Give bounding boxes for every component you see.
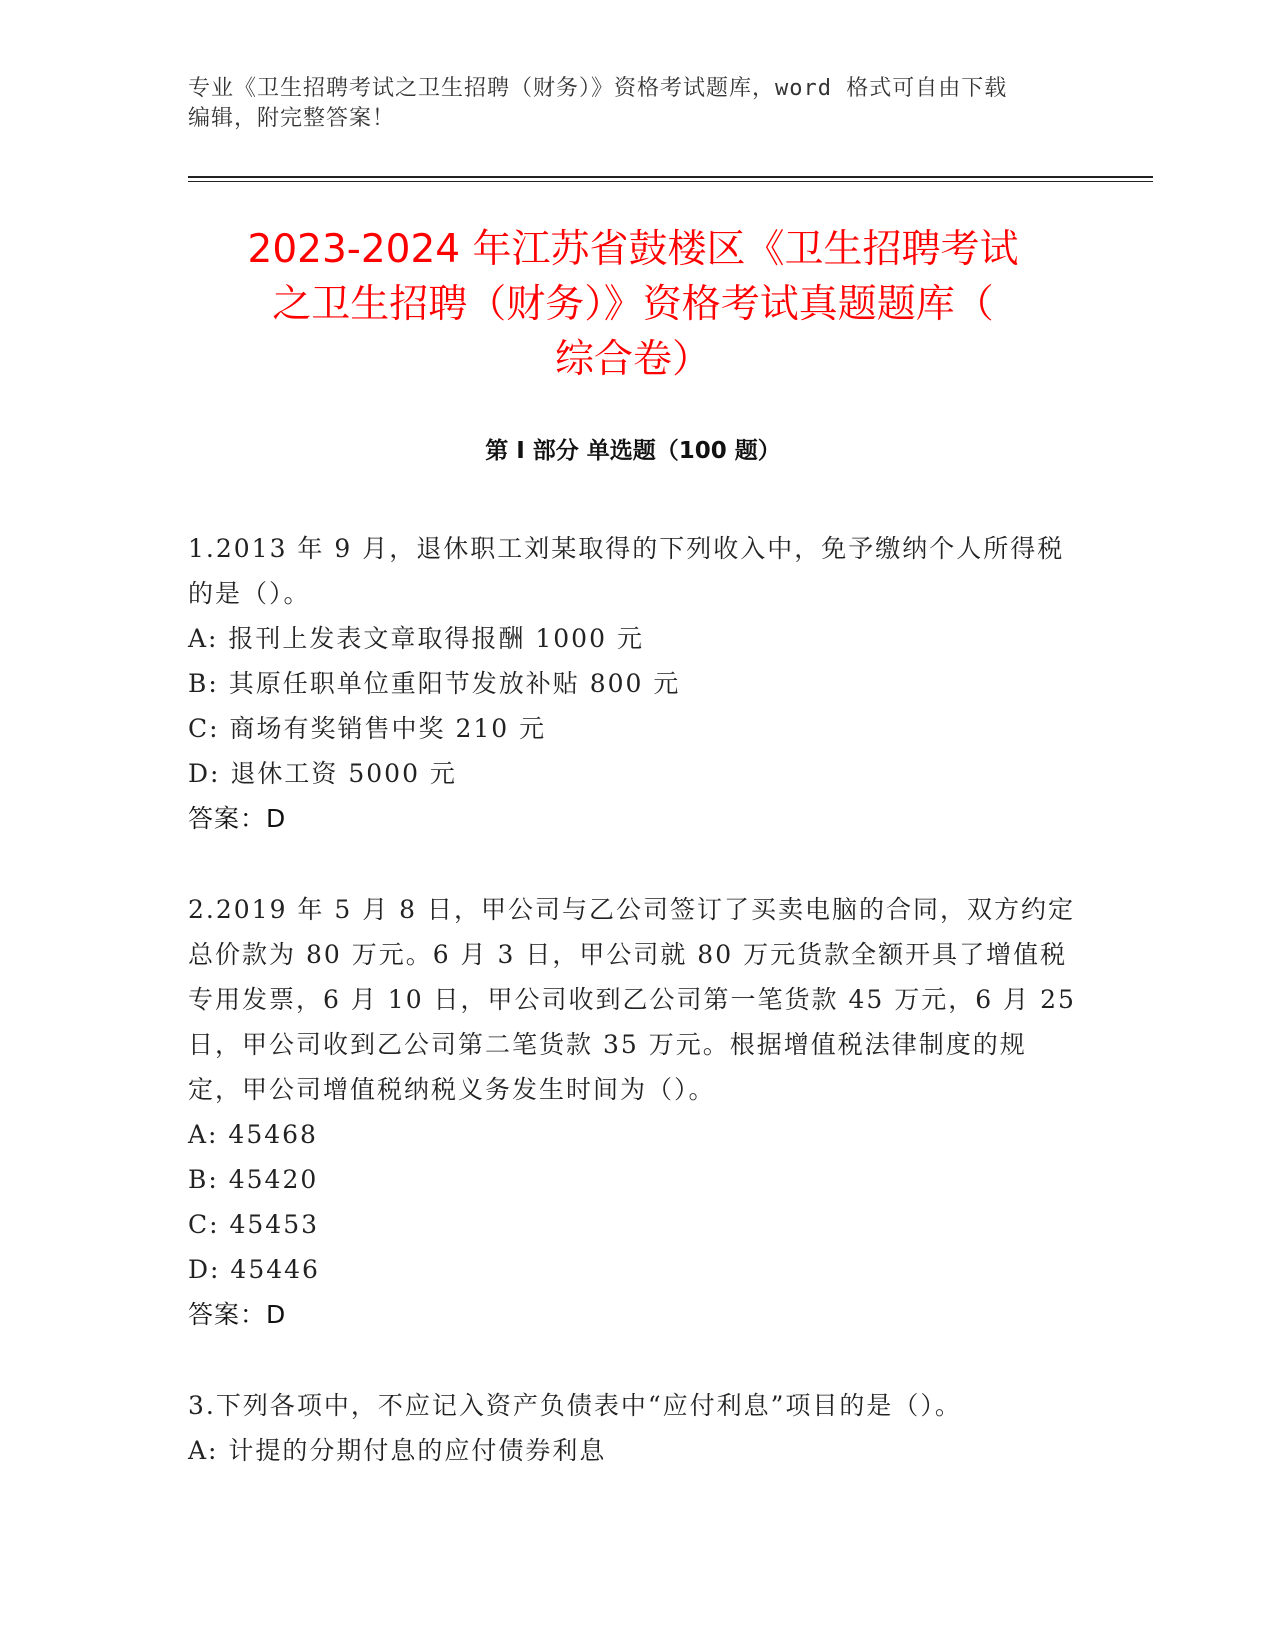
header-divider-thin: [188, 181, 1153, 182]
question-2: [188, 887, 1078, 1337]
document-title: [188, 222, 1078, 387]
question-stem: 1.2013 年 9 月，退休职工刘某取得的下列收入中，免予缴纳个人所得税的是（）。: [188, 534, 1065, 608]
option-a: A: 计提的分期付息的应付债券利息: [188, 1436, 607, 1465]
question-1: [188, 526, 1078, 841]
option-c: C: 45453: [188, 1210, 320, 1239]
section-heading: 第 I 部分 单选题（100 题）: [485, 438, 781, 464]
answer-label: 答案：D: [188, 804, 287, 833]
question-3: [188, 1383, 1078, 1473]
option-b: B: 其原任职单位重阳节发放补贴 800 元: [188, 669, 681, 698]
option-d: D: 45446: [188, 1255, 320, 1284]
header-note-line-2: 编辑，附完整答案！: [188, 106, 396, 131]
question-stem: 2.2019 年 5 月 8 日，甲公司与乙公司签订了买卖电脑的合同，双方约定总价款为 80 万元。6 月 3 日，甲公司就 80 万元货款全额开具了增值税专用发票，6 月 10 日，甲公司收到乙公司第一笔货款 45 万元，6 月 25 日，甲公司收到乙公司第二笔货款 35 万元。根据增值税法律制度的规定，甲公司增值税纳税义务发生时间为（）。: [188, 895, 1076, 1104]
option-a: A: 报刊上发表文章取得报酬 1000 元: [188, 624, 644, 653]
header-note: [188, 74, 1088, 134]
header-note-line-1: 专业《卫生招聘考试之卫生招聘（财务）》资格考试题库，word 格式可自由下载: [188, 76, 1008, 101]
option-c: C: 商场有奖销售中奖 210 元: [188, 714, 547, 743]
option-b: B: 45420: [188, 1165, 319, 1194]
question-stem: 3.下列各项中，不应记入资产负债表中“应付利息”项目的是（）。: [188, 1391, 962, 1420]
option-d: D: 退休工资 5000 元: [188, 759, 457, 788]
option-a: A: 45468: [188, 1120, 318, 1149]
document-title-line-3: 综合卷）: [554, 337, 711, 382]
answer-label: 答案：D: [188, 1300, 287, 1329]
document-title-line-1: 2023-2024 年江苏省鼓楼区《卫生招聘考试: [247, 227, 1019, 272]
document-title-line-2: 之卫生招聘（财务）》资格考试真题题库（: [272, 282, 994, 327]
question-list: [188, 526, 1078, 1519]
header-divider-thick: [188, 176, 1153, 178]
